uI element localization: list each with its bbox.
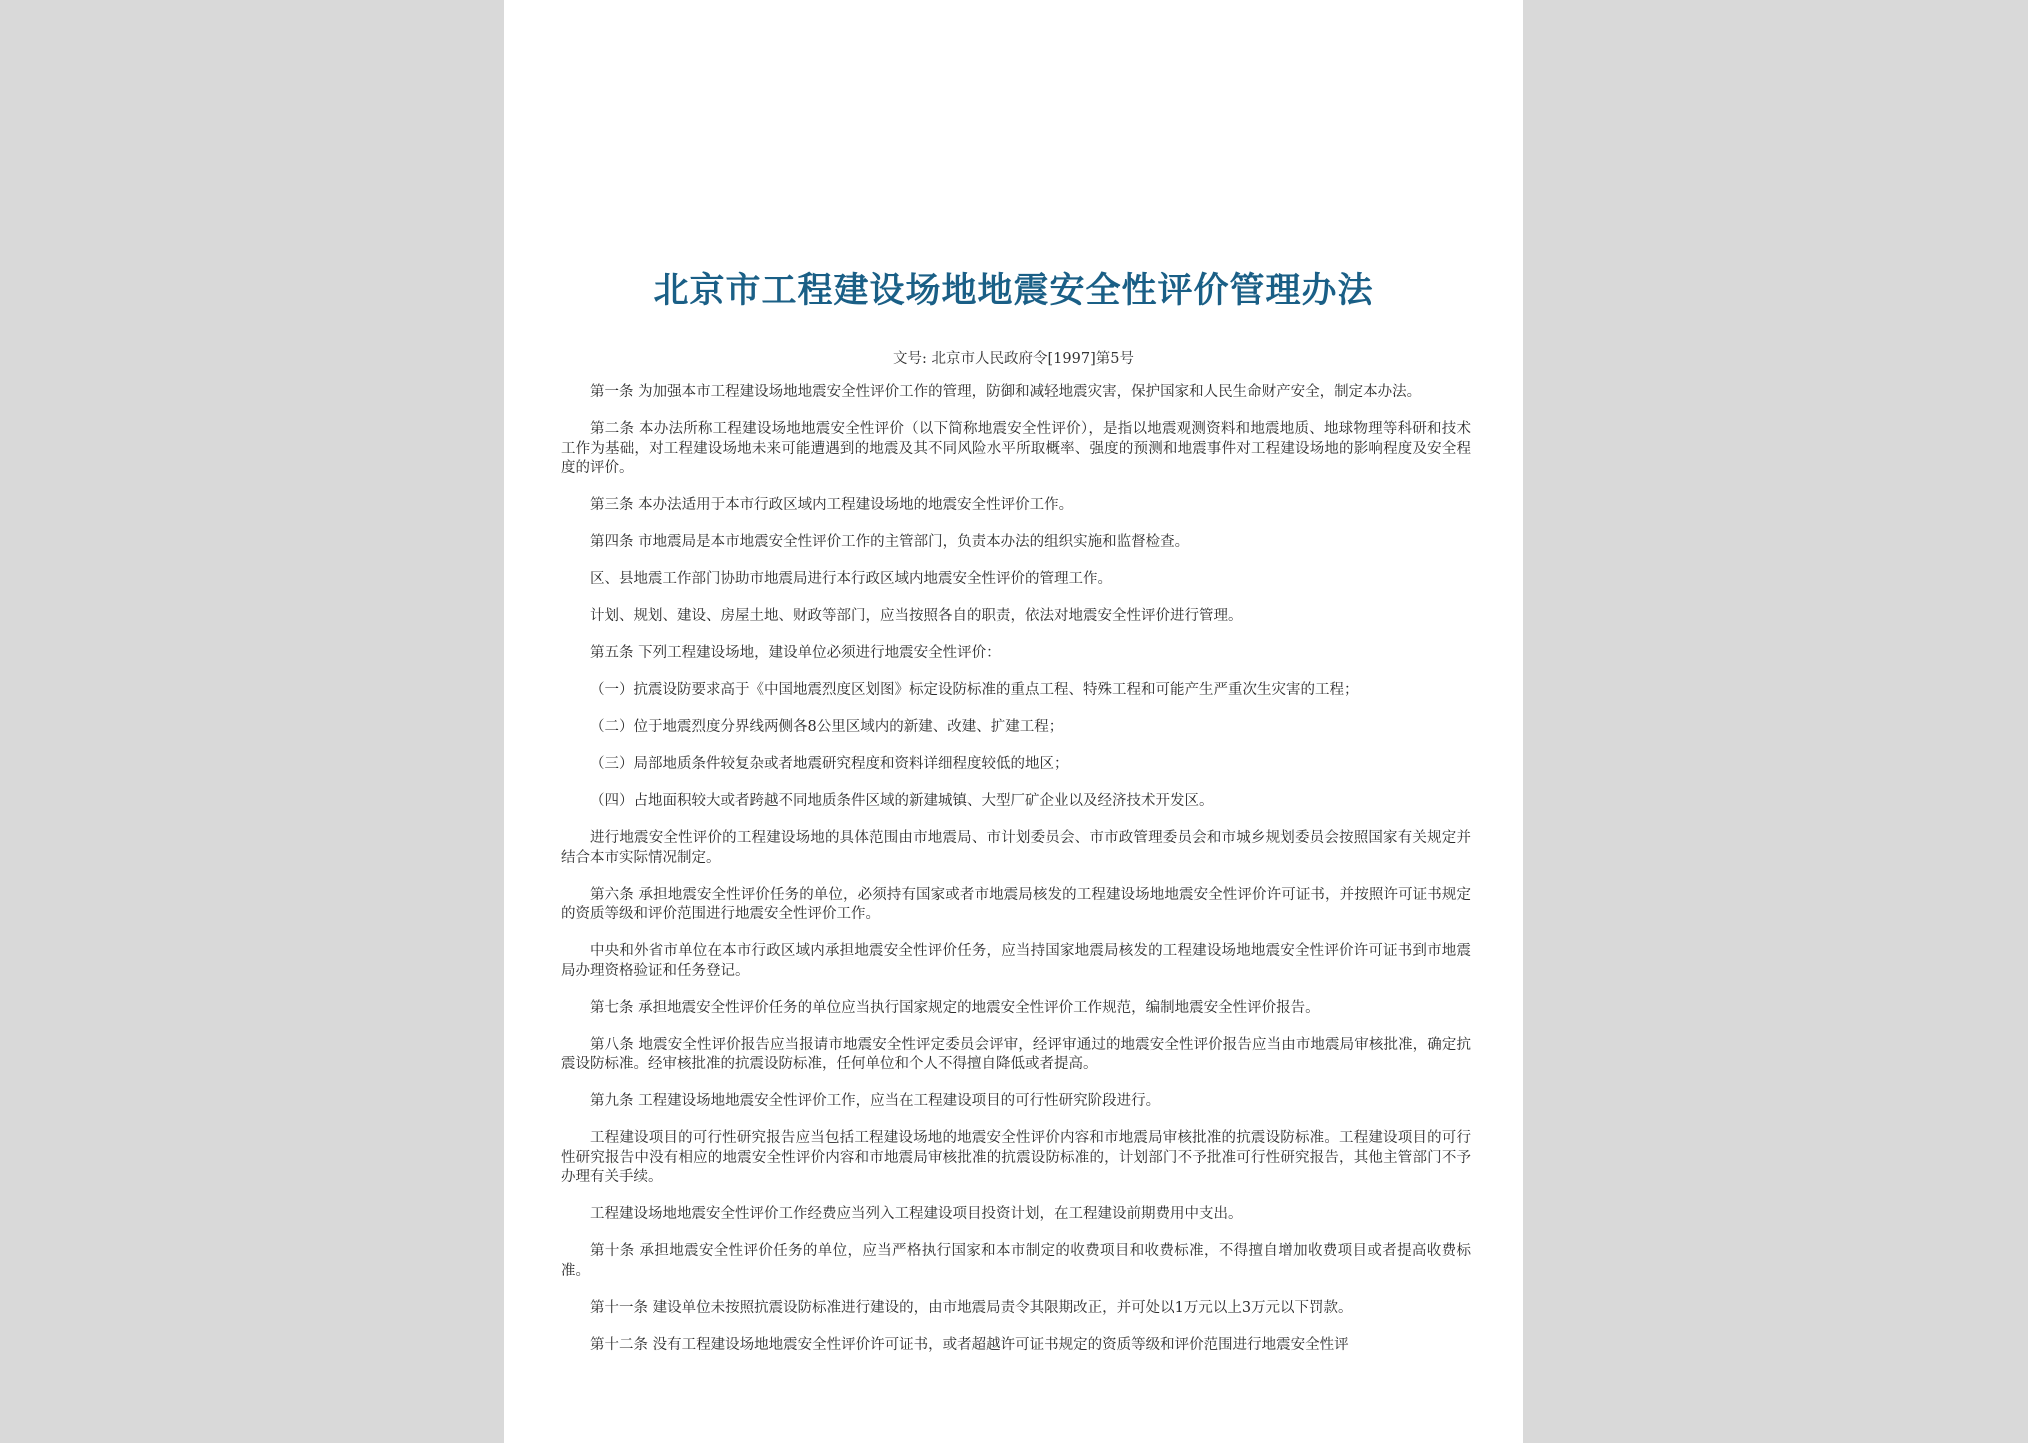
paragraph-article-2: 第二条 本办法所称工程建设场地地震安全性评价（以下简称地震安全性评价），是指以地震观测资料和地震地质、地球物理等科研和技术工作为基础，对工程建设场地未来可能遭遇到的地震及其不同风险水平所取概率、强度的预测和地震事件对工程建设场地的影响程度及安全程度的评价。 xyxy=(561,420,1471,477)
paragraph-article-5-item-3: （三）局部地质条件较复杂或者地震研究程度和资料详细程度较低的地区； xyxy=(590,756,1069,773)
paragraph-article-4: 第四条 市地震局是本市地震安全性评价工作的主管部门，负责本办法的组织实施和监督检查。 xyxy=(590,534,1190,551)
paragraph-article-5: 第五条 下列工程建设场地，建设单位必须进行地震安全性评价： xyxy=(590,645,1001,662)
paragraph-article-9: 第九条 工程建设场地地震安全性评价工作，应当在工程建设项目的可行性研究阶段进行。 xyxy=(590,1093,1161,1110)
paragraph-article-10: 第十条 承担地震安全性评价任务的单位，应当严格执行国家和本市制定的收费项目和收费标准，不得擅自增加收费项目或者提高收费标准。 xyxy=(561,1243,1471,1280)
paragraph-article-6-external: 中央和外省市单位在本市行政区域内承担地震安全性评价任务，应当持国家地震局核发的工程建设场地地震安全性评价许可证书到市地震局办理资格验证和任务登记。 xyxy=(561,943,1471,979)
paragraph-article-11: 第十一条 建设单位未按照抗震设防标准进行建设的，由市地震局责令其限期改正，并可处以1万元以上3万元以下罚款。 xyxy=(590,1300,1353,1317)
paragraph-article-5-item-2: （二）位于地震烈度分界线两侧各8公里区域内的新建、改建、扩建工程； xyxy=(590,719,1064,736)
document-number: 文号: 北京市人民政府令[1997]第5号 xyxy=(893,351,1134,367)
paragraph-article-9-funding: 工程建设场地地震安全性评价工作经费应当列入工程建设项目投资计划，在工程建设前期费用中支出。 xyxy=(590,1206,1243,1223)
paragraph-article-5-item-4: （四）占地面积较大或者跨越不同地质条件区域的新建城镇、大型厂矿企业以及经济技术开发区。 xyxy=(590,793,1214,810)
document-page xyxy=(504,0,1523,1443)
paragraph-article-3: 第三条 本办法适用于本市行政区域内工程建设场地的地震安全性评价工作。 xyxy=(590,497,1074,514)
paragraph-article-4-district: 区、县地震工作部门协助市地震局进行本行政区域内地震安全性评价的管理工作。 xyxy=(590,571,1112,588)
paragraph-article-12: 第十二条 没有工程建设场地地震安全性评价许可证书，或者超越许可证书规定的资质等级和评价范围进行地震安全性评 xyxy=(590,1337,1349,1354)
paragraph-article-5-item-1: （一）抗震设防要求高于《中国地震烈度区划图》标定设防标准的重点工程、特殊工程和可能产生严重次生灾害的工程； xyxy=(590,682,1359,699)
paragraph-article-5-scope: 进行地震安全性评价的工程建设场地的具体范围由市地震局、市计划委员会、市市政管理委员会和市城乡规划委员会按照国家有关规定并结合本市实际情况制定。 xyxy=(561,830,1471,866)
document-title: 北京市工程建设场地地震安全性评价管理办法 xyxy=(653,271,1374,311)
paragraph-article-6: 第六条 承担地震安全性评价任务的单位，必须持有国家或者市地震局核发的工程建设场地地震安全性评价许可证书，并按照许可证书规定的资质等级和评价范围进行地震安全性评价工作。 xyxy=(561,886,1471,923)
paragraph-article-4-departments: 计划、规划、建设、房屋土地、财政等部门，应当按照各自的职责，依法对地震安全性评价进行管理。 xyxy=(590,608,1243,625)
document-body xyxy=(561,383,1471,1373)
paragraph-article-8: 第八条 地震安全性评价报告应当报请市地震安全性评定委员会评审，经评审通过的地震安全性评价报告应当由市地震局审核批准，确定抗震设防标准。经审核批准的抗震设防标准，任何单位和个人不得擅自降低或者提高。 xyxy=(561,1036,1471,1073)
paragraph-article-9-feasibility: 工程建设项目的可行性研究报告应当包括工程建设场地的地震安全性评价内容和市地震局审核批准的抗震设防标准。工程建设项目的可行性研究报告中没有相应的地震安全性评价内容和市地震局审核批准的抗震设防标准的，计划部门不予批准可行性研究报告，其他主管部门不予办理有关手续。 xyxy=(561,1130,1471,1186)
paragraph-article-7: 第七条 承担地震安全性评价任务的单位应当执行国家规定的地震安全性评价工作规范，编制地震安全性评价报告。 xyxy=(590,999,1320,1016)
paragraph-article-1: 第一条 为加强本市工程建设场地地震安全性评价工作的管理，防御和减轻地震灾害，保护国家和人民生命财产安全，制定本办法。 xyxy=(590,384,1422,400)
